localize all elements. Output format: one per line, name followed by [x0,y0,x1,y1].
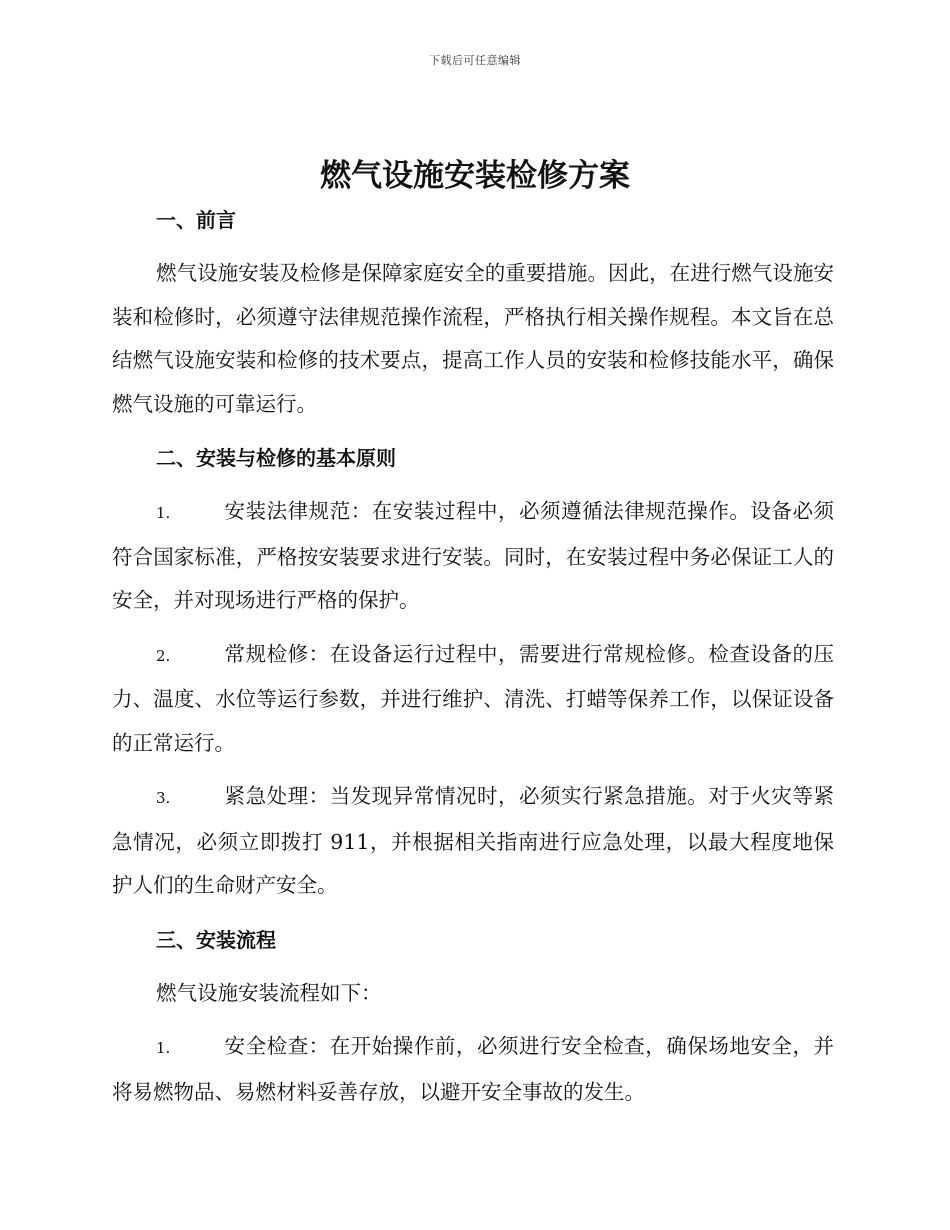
document-title: 燃气设施安装检修方案 [320,158,630,194]
document-body [112,202,834,1114]
list-item [112,633,834,766]
list-number: 1. [156,504,171,522]
list-number: 2. [156,646,171,665]
section-heading-install-process: 三、安装流程 [156,927,276,952]
list-item [112,1025,834,1114]
list-number: 1. [156,1039,171,1057]
section-heading-principles: 二、安装与检修的基本原则 [156,446,396,470]
section-heading-preface: 一、前言 [156,208,236,232]
preface-paragraph: 燃气设施安装及检修是保障家庭安全的重要措施。因此，在进行燃气设施安装和检修时，必须遵守法律规范操作流程，严格执行相关操作规程。本文旨在总结燃气设施安装和检修的技术要点，提高工作人员的安装和检修技能水平，确保燃气设施的可靠运行。 [112,261,834,416]
list-item-text: 常规检修：在设备运行过程中，需要进行常规检修。检查设备的压力、温度、水位等运行参数，并进行维护、清洗、打蜡等保养工作，以保证设备的正常运行。 [112,641,834,755]
page-header: 下载后可任意编辑 [429,54,521,67]
install-process-intro: 燃气设施安装流程如下： [156,980,382,1005]
list-item-text: 安装法律规范：在安装过程中，必须遵循法律规范操作。设备必须符合国家标准，严格按安装要求进行安装。同时，在安装过程中务必保证工人的安全，并对现场进行严格的保护。 [112,499,834,612]
list-item-text: 安全检查：在开始操作前，必须进行安全检查，确保场地安全，并将易燃物品、易燃材料妥善存放，以避开安全事故的发生。 [112,1034,834,1104]
list-item-text: 紧急处理：当发现异常情况时，必须实行紧急措施。对于火灾等紧急情况，必须立即拨打 911，并根据相关指南进行应急处理，以最大程度地保护人们的生命财产安全。 [112,784,834,897]
list-item [112,775,834,908]
list-item [112,490,834,623]
list-number: 3. [156,789,171,807]
